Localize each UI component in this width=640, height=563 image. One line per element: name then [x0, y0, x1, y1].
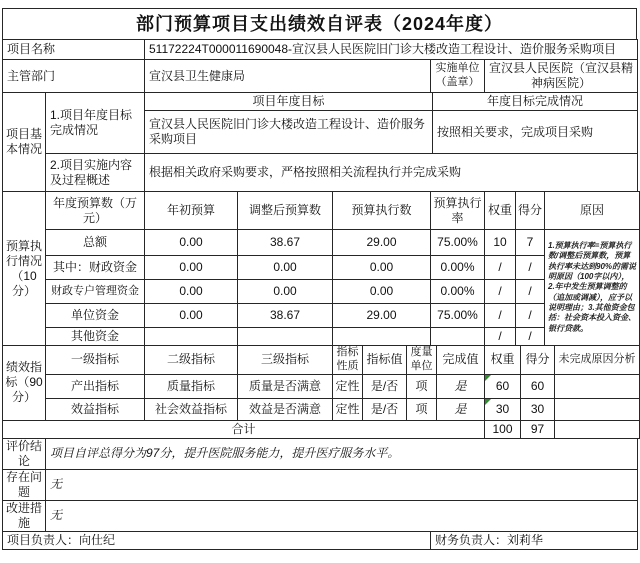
- annual-goal-value: 宣汉县人民医院旧门诊大楼改造工程设计、造价服务采购项目: [145, 111, 433, 154]
- budget-row-special-account: [3, 280, 640, 304]
- dept-value: 宣汉县卫生健康局: [145, 60, 431, 93]
- perf-weight: 60: [485, 374, 521, 398]
- form-title: 部门预算项目支出绩效自评表（2024年度）: [3, 9, 637, 40]
- perf-done: 是: [437, 398, 485, 420]
- total-weight: 100: [485, 420, 521, 438]
- perf-weight: 30: [485, 398, 521, 420]
- perf-col-level3: 三级指标: [238, 346, 333, 375]
- self-evaluation-form: [2, 9, 637, 550]
- budget-weight: /: [485, 304, 516, 328]
- budget-section-label: 预算执行情况（10分）: [3, 192, 46, 346]
- basic-info-table: [2, 92, 638, 192]
- basic-info-section-label: 项目基本情况: [3, 93, 46, 192]
- budget-rate: 0.00%: [431, 280, 485, 304]
- budget-initial: [145, 328, 238, 346]
- budget-rate: 75.00%: [431, 230, 485, 256]
- budget-row-fiscal: [3, 256, 640, 280]
- budget-score: /: [516, 280, 545, 304]
- budget-adjusted: 38.67: [238, 230, 333, 256]
- perf-value: 是/否: [363, 398, 407, 420]
- perf-level3: 效益是否满意: [238, 398, 333, 420]
- performance-table: [2, 345, 640, 439]
- total-reason: [555, 420, 640, 438]
- budget-table: [2, 191, 640, 346]
- budget-adjusted: 0.00: [238, 256, 333, 280]
- budget-score: /: [516, 328, 545, 346]
- perf-col-reason: 未完成原因分析: [555, 346, 640, 375]
- budget-reason-note: 1.预算执行率=预算执行数/调整后预算数，预算执行率未达到90%的需说明原因（100字以内），2.年中发生预算调整的（追加或调减），应予以说明理由；3.其他资金包括：社会资本投入资金、银行贷款。: [545, 230, 640, 346]
- problems-label: 存在问题: [3, 469, 46, 500]
- budget-executed: 29.00: [333, 304, 431, 328]
- budget-row-label: 财政专户管理资金: [46, 280, 145, 304]
- budget-col-reason: 原因: [545, 192, 640, 230]
- budget-col-weight: 权重: [485, 192, 516, 230]
- budget-row-other-funds: [3, 328, 640, 346]
- perf-col-nature: 指标性质: [333, 346, 363, 375]
- budget-initial: 0.00: [145, 304, 238, 328]
- problems-value: 无: [46, 469, 638, 500]
- goal-completion-value: 按照相关要求，完成项目采购: [433, 111, 638, 154]
- budget-row-label: 总额: [46, 230, 145, 256]
- budget-executed: [333, 328, 431, 346]
- perf-col-value: 指标值: [363, 346, 407, 375]
- total-label: 合计: [3, 420, 485, 438]
- perf-level1: 效益指标: [46, 398, 145, 420]
- signature-table: [2, 531, 638, 550]
- perf-nature: 定性: [333, 374, 363, 398]
- conclusion-label: 评价结论: [3, 438, 46, 469]
- perf-score: 60: [521, 374, 555, 398]
- budget-executed: 29.00: [333, 230, 431, 256]
- perf-reason: [555, 374, 640, 398]
- perf-value: 是/否: [363, 374, 407, 398]
- perf-col-unit: 度量单位: [407, 346, 437, 375]
- perf-row-total: [3, 420, 640, 438]
- impl-unit-value: 宣汉县人民医院（宣汉县精神病医院）: [485, 60, 638, 93]
- perf-level3: 质量是否满意: [238, 374, 333, 398]
- budget-col-initial: 年初预算: [145, 192, 238, 230]
- budget-col-executed: 预算执行数: [333, 192, 431, 230]
- perf-row-output: [3, 374, 640, 398]
- perf-level2: 质量指标: [145, 374, 238, 398]
- budget-adjusted: 38.67: [238, 304, 333, 328]
- dept-label: 主管部门: [3, 60, 145, 93]
- perf-col-level1: 一级指标: [46, 346, 145, 375]
- finance-manager: 财务负责人：刘莉华: [431, 531, 638, 549]
- budget-weight: 10: [485, 230, 516, 256]
- perf-level1: 产出指标: [46, 374, 145, 398]
- budget-score: 7: [516, 230, 545, 256]
- perf-score: 30: [521, 398, 555, 420]
- header-table: [2, 39, 638, 93]
- budget-row-unit-funds: [3, 304, 640, 328]
- budget-rate: 75.00%: [431, 304, 485, 328]
- title-table: [2, 8, 637, 40]
- budget-weight: /: [485, 280, 516, 304]
- budget-initial: 0.00: [145, 256, 238, 280]
- budget-row-total: [3, 230, 640, 256]
- budget-row-label: 其中：财政资金: [46, 256, 145, 280]
- budget-col-rowlabel: 年度预算数（万元）: [46, 192, 145, 230]
- budget-adjusted: [238, 328, 333, 346]
- conclusion-value: 项目自评总得分为97分，提升医院服务能力，提升医疗服务水平。: [46, 438, 638, 469]
- performance-section-label: 绩效指标（90分）: [3, 346, 46, 421]
- annual-goal-row-label: 1.项目年度目标完成情况: [46, 93, 145, 154]
- annual-goal-header: 项目年度目标: [145, 93, 433, 111]
- goal-completion-header: 年度目标完成情况: [433, 93, 638, 111]
- budget-col-adjusted: 调整后预算数: [238, 192, 333, 230]
- project-name-value: 51172224T000011690048-宣汉县人民医院旧门诊大楼改造工程设计、造价服务采购项目: [145, 40, 638, 60]
- implementation-value: 根据相关政府采购要求，严格按照相关流程执行并完成采购: [145, 154, 638, 192]
- budget-executed: 0.00: [333, 280, 431, 304]
- budget-score: /: [516, 304, 545, 328]
- perf-nature: 定性: [333, 398, 363, 420]
- perf-done: 是: [437, 374, 485, 398]
- perf-unit: 项: [407, 398, 437, 420]
- footer-table: [2, 438, 638, 532]
- perf-unit: 项: [407, 374, 437, 398]
- perf-reason: [555, 398, 640, 420]
- budget-adjusted: 0.00: [238, 280, 333, 304]
- project-name-label: 项目名称: [3, 40, 145, 60]
- budget-weight: /: [485, 256, 516, 280]
- budget-initial: 0.00: [145, 230, 238, 256]
- perf-col-weight: 权重: [485, 346, 521, 375]
- project-manager: 项目负责人：向仕纪: [3, 531, 431, 549]
- budget-weight: /: [485, 328, 516, 346]
- implementation-row-label: 2.项目实施内容及过程概述: [46, 154, 145, 192]
- budget-score: /: [516, 256, 545, 280]
- total-score: 97: [521, 420, 555, 438]
- budget-col-score: 得分: [516, 192, 545, 230]
- perf-col-score: 得分: [521, 346, 555, 375]
- budget-rate: [431, 328, 485, 346]
- budget-col-rate: 预算执行率: [431, 192, 485, 230]
- budget-row-label: 单位资金: [46, 304, 145, 328]
- budget-initial: 0.00: [145, 280, 238, 304]
- improvements-value: 无: [46, 500, 638, 531]
- budget-row-label: 其他资金: [46, 328, 145, 346]
- budget-rate: 0.00%: [431, 256, 485, 280]
- impl-unit-label: 实施单位（盖章）: [431, 60, 485, 93]
- perf-row-benefit: [3, 398, 640, 420]
- budget-executed: 0.00: [333, 256, 431, 280]
- improvements-label: 改进措施: [3, 500, 46, 531]
- perf-col-level2: 二级指标: [145, 346, 238, 375]
- perf-level2: 社会效益指标: [145, 398, 238, 420]
- perf-col-done: 完成值: [437, 346, 485, 375]
